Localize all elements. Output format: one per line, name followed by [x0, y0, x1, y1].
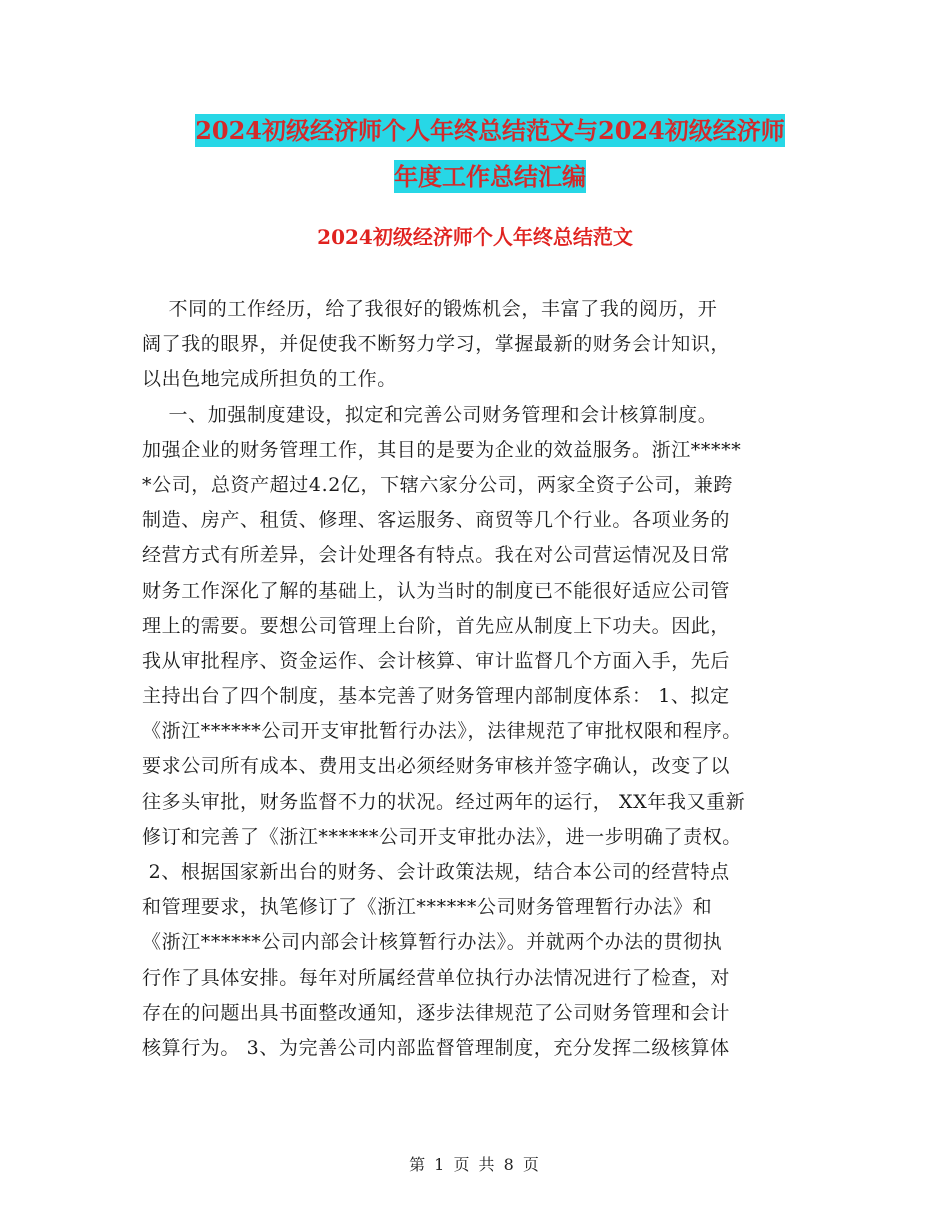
- body-line: 制造、房产、租赁、修理、客运服务、商贸等几个行业。各项业务的: [142, 509, 731, 532]
- body-line: 存在的问题出具书面整改通知，逐步法律规范了公司财务管理和会计: [142, 1001, 731, 1024]
- body-line: 理上的需要。要想公司管理上台阶，首先应从制度上下功夫。因此，: [142, 614, 731, 637]
- body-line: 核算行为。 3、为完善公司内部监督管理制度，充分发挥二级核算体: [142, 1036, 730, 1059]
- body-line: 行作了具体安排。每年对所属经营单位执行办法情况进行了检查，对: [142, 966, 731, 989]
- body-line: 和管理要求，执笔修订了《浙江******公司财务管理暂行办法》和: [142, 896, 713, 919]
- body-line: 一、加强制度建设，拟定和完善公司财务管理和会计核算制度。: [142, 403, 718, 426]
- body-line: 要求公司所有成本、费用支出必须经财务审核并签字确认，改变了以: [142, 755, 731, 778]
- body-line: 2、根据国家新出台的财务、会计政策法规，结合本公司的经营特点: [142, 861, 730, 883]
- body-line: 加强企业的财务管理工作，其目的是要为企业的效益服务。浙江*****: [142, 438, 742, 461]
- body-line: 不同的工作经历，给了我很好的锻炼机会，丰富了我的阅历，开: [142, 298, 718, 320]
- body-line: 经营方式有所差异，会计处理各有特点。我在对公司营运情况及日常: [142, 544, 731, 567]
- body-line: 往多头审批，财务监督不力的状况。经过两年的运行， XX年我又重新: [142, 790, 746, 813]
- body-line: 以出色地完成所担负的工作。: [142, 368, 397, 391]
- body-line: 财务工作深化了解的基础上，认为当时的制度已不能很好适应公司管: [142, 579, 731, 602]
- body-line: *公司，总资产超过4.2亿，下辖六家分公司，两家全资子公司，兼跨: [142, 473, 733, 496]
- title-line-2: 年度工作总结汇编: [394, 162, 586, 191]
- body-line: 修订和完善了《浙江******公司开支审批办法》，进一步明确了责权。: [142, 825, 742, 848]
- body-text: [142, 292, 812, 1066]
- page-footer: 第 1 页 共 8 页: [409, 1155, 541, 1174]
- document-title: [140, 108, 840, 200]
- body-line: 《浙江******公司内部会计核算暂行办法》。并就两个办法的贯彻执: [142, 931, 723, 954]
- title-line-1: 2024初级经济师个人年终总结范文与2024初级经济师: [195, 116, 785, 145]
- section-heading: 2024初级经济师个人年终总结范文: [317, 225, 633, 249]
- body-line: 主持出台了四个制度，基本完善了财务管理内部制度体系： 1、拟定: [142, 685, 730, 708]
- body-line: 《浙江******公司开支审批暂行办法》，法律规范了审批权限和程序。: [142, 720, 742, 743]
- body-line: 阔了我的眼界，并促使我不断努力学习，掌握最新的财务会计知识，: [142, 333, 731, 356]
- body-line: 我从审批程序、资金运作、会计核算、审计监督几个方面入手，先后: [142, 649, 731, 672]
